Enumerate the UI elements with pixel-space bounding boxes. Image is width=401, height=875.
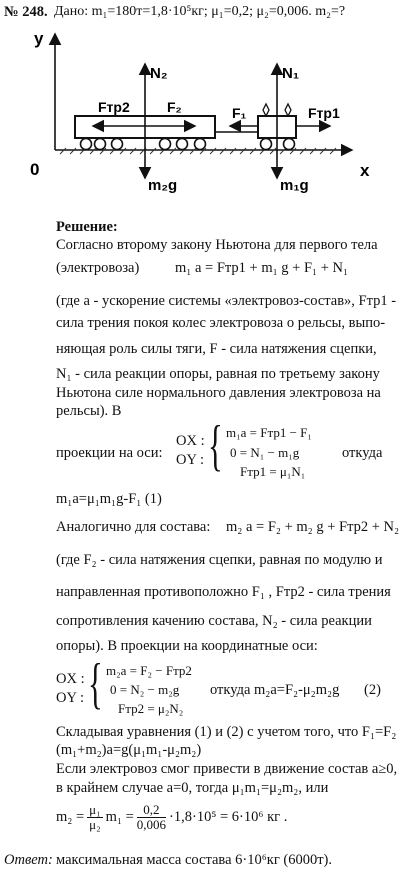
text-line: (электровоза) — [56, 260, 140, 276]
text-line: (m₁+m₂)a=g(μ₁m₁-μ₂m₂) — [56, 742, 202, 758]
answer-label: Ответ: — [4, 852, 53, 868]
text-line: Согласно второму закону Ньютона для первого тела — [56, 237, 378, 253]
equation-number: (2) — [364, 682, 381, 698]
text-line: N₁ - сила реакции опоры, равная по третьему закону — [56, 366, 380, 382]
Ftr1-label: Fтр1 — [308, 105, 340, 121]
fraction-denominator: 0,006 — [136, 816, 167, 832]
text-line: сопротивления качению состава, N₂ - сила реакции — [56, 613, 372, 629]
text-line: Ньютона силе нормального давления электровоза на — [56, 385, 381, 401]
axis-ox-label: OX : — [176, 433, 205, 449]
axis-oy-label: OY : — [56, 690, 85, 706]
answer-text: максимальная масса состава 6·10⁶кг (6000т). — [56, 852, 333, 868]
F2-label: F₂ — [167, 99, 182, 115]
N2-label: N₂ — [150, 65, 168, 82]
text-line: сила трения покоя колес электровоза о рельсы, выпо- — [56, 315, 386, 331]
axis-ox-label: OX : — [56, 671, 85, 687]
text-line: (где a - ускорение системы «электровоз-состав», Fтр1 - — [56, 293, 397, 309]
solution-heading: Решение: — [56, 219, 118, 235]
text-line: рельсы). В — [56, 403, 122, 419]
axis-oy-label: OY : — [176, 452, 205, 468]
system1-eq1: m₁a = Fтр1 − F₁ — [226, 425, 312, 440]
equation-1: m₁a=μ₁m₁g-F₁ (1) — [56, 491, 162, 507]
mu2: μ₂ — [89, 816, 101, 832]
system-brace: { — [208, 415, 223, 477]
whence-text: откуда — [342, 445, 383, 461]
origin-label: 0 — [30, 160, 40, 179]
m2g-label: m₂g — [148, 177, 178, 194]
system2-eq3: Fтр2 = μ₂N₂ — [118, 701, 184, 716]
mu1: μ₁ — [89, 801, 101, 817]
mu-fraction — [87, 803, 103, 832]
system-brace: { — [88, 653, 103, 715]
N1-label: N₁ — [282, 65, 300, 82]
projection-label: проекции на оси: — [56, 445, 163, 461]
text-line: опоры). В проекции на координатные оси: — [56, 638, 318, 654]
final-m1: m₁ = — [105, 809, 134, 825]
equation-newton-locomotive: m₁ a = Fтр1 + m₁ g + F₁ + N₁ — [175, 260, 349, 276]
F1-label: F₁ — [232, 105, 247, 121]
text-line: направленная противоположно F₁ , Fтр2 - сила трения — [56, 584, 391, 600]
fraction-numerator: 0,2 — [137, 803, 166, 818]
final-formula — [56, 800, 287, 834]
text-line: Аналогично для состава: — [56, 519, 211, 535]
text-line: няющая роль силы тяги, F - сила натяжения сцепки, — [56, 341, 377, 357]
train-wheels — [81, 139, 206, 150]
text-line: Складывая уравнения (1) и (2) с учетом того, что F₁=F₂ — [56, 724, 397, 740]
system2-eq1: m₂a = F₂ − Fтр2 — [106, 663, 192, 678]
text-line: (где F₂ - сила натяжения сцепки, равная по модулю и — [56, 552, 383, 568]
system2-eq2: 0 = N₂ − m₂g — [110, 682, 180, 697]
system1-eq3: Fтр1 = μ₁N₁ — [240, 464, 306, 479]
whence-equation-2: откуда m₂a=F₂-μ₂m₂g — [210, 682, 340, 698]
final-result: ·1,8·10⁵ = 6·10⁶ кг . — [169, 809, 288, 825]
text-line: Если электровоз смог привести в движение состав a≥0, — [56, 761, 398, 777]
m1g-label: m₁g — [280, 177, 309, 194]
problem-number: № 248. — [4, 4, 48, 20]
given-data: Дано: m₁=180т=1,8·10⁵кг; μ₁=0,2; μ₂=0,006. m₂=? — [54, 4, 346, 19]
value-fraction — [137, 803, 166, 832]
text-line: в крайнем случае a=0, тогда μ₁m₁=μ₂m₂, или — [56, 780, 329, 796]
equation-newton-train: m₂ a = F₂ + m₂ g + Fтр2 + N₂ — [226, 519, 400, 535]
force-diagram — [0, 22, 401, 232]
final-lhs: m₂ = — [56, 809, 85, 825]
x-axis-label: x — [360, 161, 370, 180]
Ftr2-label: Fтр2 — [98, 99, 130, 115]
y-axis-label: y — [34, 29, 44, 48]
system1-eq2: 0 = N₁ − m₁g — [230, 445, 300, 460]
